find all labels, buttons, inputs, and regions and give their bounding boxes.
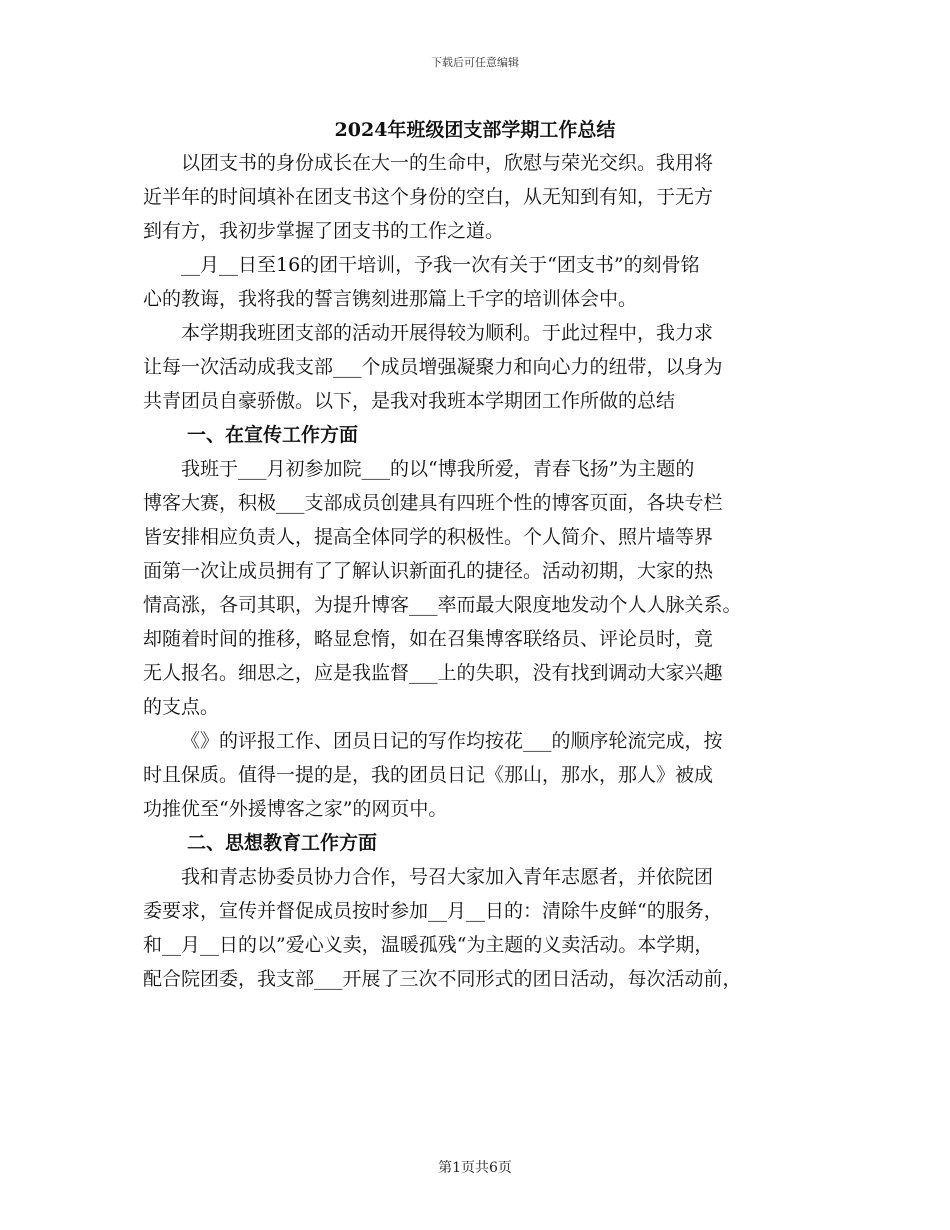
text-line: 情高涨，各司其职，为提升博客___率而最大限度地发动个人人脉关系。	[143, 594, 742, 616]
text-line: 让每一次活动成我支部___个成员增强凝聚力和向心力的纽带，以身为	[143, 356, 723, 378]
text-line: 共青团员自豪骄傲。以下，是我对我班本学期团工作所做的总结	[143, 390, 676, 412]
text-line: 面第一次让成员拥有了了解认识新面孔的捷径。活动初期，大家的热	[143, 560, 714, 582]
text-line: 无人报名。细思之，应是我监督___上的失职，没有找到调动大家兴趣	[143, 662, 723, 684]
text-line: 博客大赛，积极___支部成员创建具有四班个性的博客页面，各块专栏	[143, 492, 723, 514]
text-line: 委要求，宣传并督促成员按时参加__月__日的：清除牛皮鲜“的服务，	[143, 900, 723, 922]
page-footer-number: 第1页共6页	[438, 1160, 512, 1176]
section-heading-ideology: 二、思想教育工作方面	[187, 832, 378, 854]
text-line: 和__月__日的以”爱心义卖，温暖孤残“为主题的义卖活动。本学期，	[143, 934, 714, 956]
ideology-paragraph-1	[143, 860, 823, 996]
text-line: 心的教诲，我将我的誓言镌刻进那篇上千字的培训体会中。	[143, 288, 638, 310]
text-line: 皆安排相应负责人，提高全体同学的积极性。个人简介、照片墙等界	[143, 526, 714, 548]
text-line: 本学期我班团支部的活动开展得较为顺利。于此过程中，我力求	[181, 322, 714, 344]
page-header-note: 下载后可任意编辑	[431, 56, 519, 69]
intro-paragraph-1	[143, 146, 823, 248]
text-line: 近半年的时间填补在团支书这个身份的空白，从无知到有知，于无方	[143, 186, 714, 208]
intro-paragraph-3	[143, 316, 823, 418]
text-line: 却随着时间的推移，略显怠惰，如在召集博客联络员、评论员时，竟	[143, 628, 714, 650]
text-line: 到有方，我初步掌握了团支书的工作之道。	[143, 220, 505, 242]
publicity-paragraph-1	[143, 452, 823, 724]
section-heading-publicity: 一、在宣传工作方面	[187, 424, 359, 446]
text-line: 功推优至“外援博客之家”的网页中。	[143, 798, 448, 820]
text-line: 我和青志协委员协力合作，号召大家加入青年志愿者，并依院团	[181, 866, 714, 888]
text-line: 时且保质。值得一提的是，我的团员日记《那山，那水，那人》被成	[143, 764, 714, 786]
document-body	[143, 146, 823, 996]
text-line: 的支点。	[143, 696, 220, 718]
text-line: 我班于___月初参加院___的以“博我所爱，青春飞扬”为主题的	[181, 458, 695, 480]
text-line: __月__日至16的团干培训，予我一次有关于“团支书”的刻骨铭	[181, 254, 700, 276]
document-title: 2024年班级团支部学期工作总结	[334, 119, 616, 141]
text-line: 以团支书的身份成长在大一的生命中，欣慰与荣光交织。我用将	[181, 152, 714, 174]
text-line: 配合院团委，我支部___开展了三次不同形式的团日活动，每次活动前，	[143, 968, 742, 990]
publicity-paragraph-2	[143, 724, 823, 826]
intro-paragraph-2	[143, 248, 823, 316]
text-line: 《》的评报工作、团员日记的写作均按花___的顺序轮流完成，按	[181, 730, 723, 752]
